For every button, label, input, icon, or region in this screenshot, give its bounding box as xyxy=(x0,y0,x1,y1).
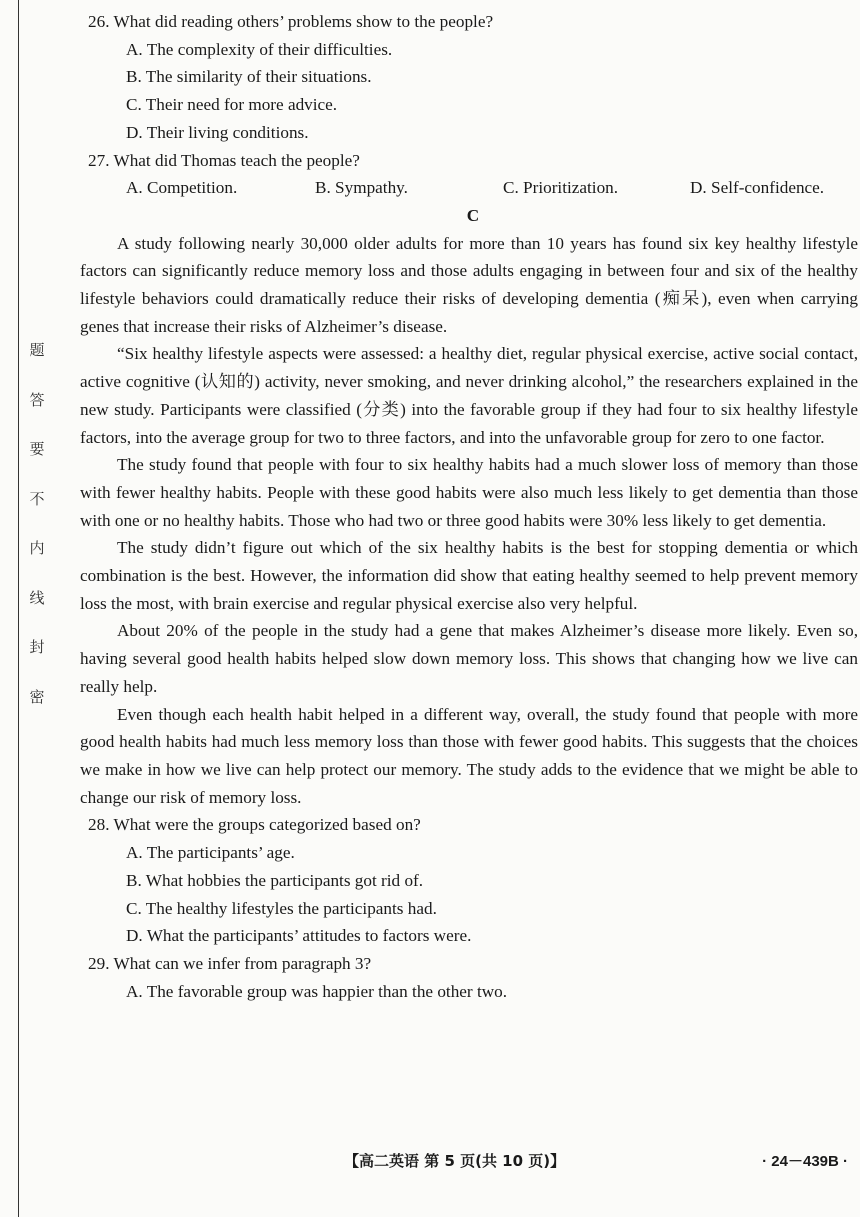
option-b: B. The similarity of their situations. xyxy=(126,67,372,87)
passage-paragraph: About 20% of the people in the study had a gene that makes Alzheimer’s disease more likely. Even so, having several good health habits helped slow down memory loss. This shows that changing how we live can really help. xyxy=(80,621,858,696)
option-c: C. The healthy lifestyles the participants had. xyxy=(126,898,437,918)
paper-code: · 24－439B · xyxy=(762,1153,848,1170)
passage-paragraph: A study following nearly 30,000 older adults for more than 10 years has found six key healthy lifestyle factors can significantly reduce memory loss and those adults engaging in between four and six of the healthy lifestyle behaviors could dramatically reduce their risks of developing dementia (痴呆), even when carrying genes that increase their risks of Alzheimer’s disease. xyxy=(80,233,858,336)
question-stem: 27. What did Thomas teach the people? xyxy=(88,150,360,170)
options-row xyxy=(80,174,858,202)
option-a: A. The complexity of their difficulties. xyxy=(126,39,393,59)
page-footer xyxy=(0,1150,860,1174)
option-d: D. Self-confidence. xyxy=(690,178,825,198)
exam-page-content xyxy=(80,8,858,1005)
passage-paragraph: “Six healthy lifestyle aspects were assessed: a healthy diet, regular physical exercise, active social contact, active cognitive (认知的) activity, never smoking, and never drinking alcohol,” the researchers explained in the new study. Participants were classified (分类) into the favorable group if they had four to six healthy lifestyle factors, into the average group for two to three factors, and into the unfavorable group for zero to one factor. xyxy=(80,344,858,447)
margin-char: 答 xyxy=(29,390,45,409)
option-a: A. The favorable group was happier than the other two. xyxy=(126,981,508,1001)
binding-margin-notice xyxy=(27,340,47,736)
page-number-label: 【高二英语 第 5 页(共 10 页)】 xyxy=(344,1152,566,1170)
margin-char: 不 xyxy=(29,489,45,508)
option-b: B. What hobbies the participants got rid of. xyxy=(126,870,424,890)
option-a: A. The participants’ age. xyxy=(126,843,295,863)
passage-paragraph: The study didn’t figure out which of the six healthy habits is the best for stopping dementia or which combination is the best. However, the information did show that eating healthy seemed to help prevent memory loss the most, with brain exercise and regular physical exercise also very helpful. xyxy=(80,538,858,613)
margin-char: 要 xyxy=(29,440,45,458)
option-b: B. Sympathy. xyxy=(315,178,408,198)
question-26 xyxy=(80,8,858,147)
option-c: C. Their need for more advice. xyxy=(126,95,338,115)
question-28 xyxy=(80,811,858,950)
passage-paragraph: Even though each health habit helped in a different way, overall, the study found that people with more good health habits had much less memory loss than those with fewer good habits. This suggests that the choices we make in how we live can help protect our memory. The study adds to the evidence that we might be able to change our risk of memory loss. xyxy=(80,704,858,807)
option-a: A. Competition. xyxy=(126,178,238,198)
margin-char: 内 xyxy=(29,539,45,557)
margin-char: 封 xyxy=(29,638,45,656)
option-d: D. What the participants’ attitudes to factors were. xyxy=(126,926,472,946)
section-heading: C xyxy=(466,205,480,225)
margin-char: 线 xyxy=(29,588,45,607)
option-c: C. Prioritization. xyxy=(503,178,619,198)
question-29 xyxy=(80,950,858,1005)
question-27 xyxy=(80,147,858,202)
binding-margin-line xyxy=(18,0,19,1217)
reading-passage xyxy=(80,230,858,812)
margin-char: 题 xyxy=(29,341,45,359)
question-stem: 26. What did reading others’ problems show to the people? xyxy=(88,12,494,31)
margin-char: 密 xyxy=(29,687,45,706)
question-stem: 28. What were the groups categorized based on? xyxy=(88,815,421,835)
question-stem: 29. What can we infer from paragraph 3? xyxy=(88,953,372,973)
option-d: D. Their living conditions. xyxy=(126,122,309,142)
passage-paragraph: The study found that people with four to six healthy habits had a much slower loss of memory than those with fewer healthy habits. People with these good habits were also much less likely to get dementia than those with one or no healthy habits. Those who had two or three good habits were 30% less likely to get dementia. xyxy=(80,455,858,530)
